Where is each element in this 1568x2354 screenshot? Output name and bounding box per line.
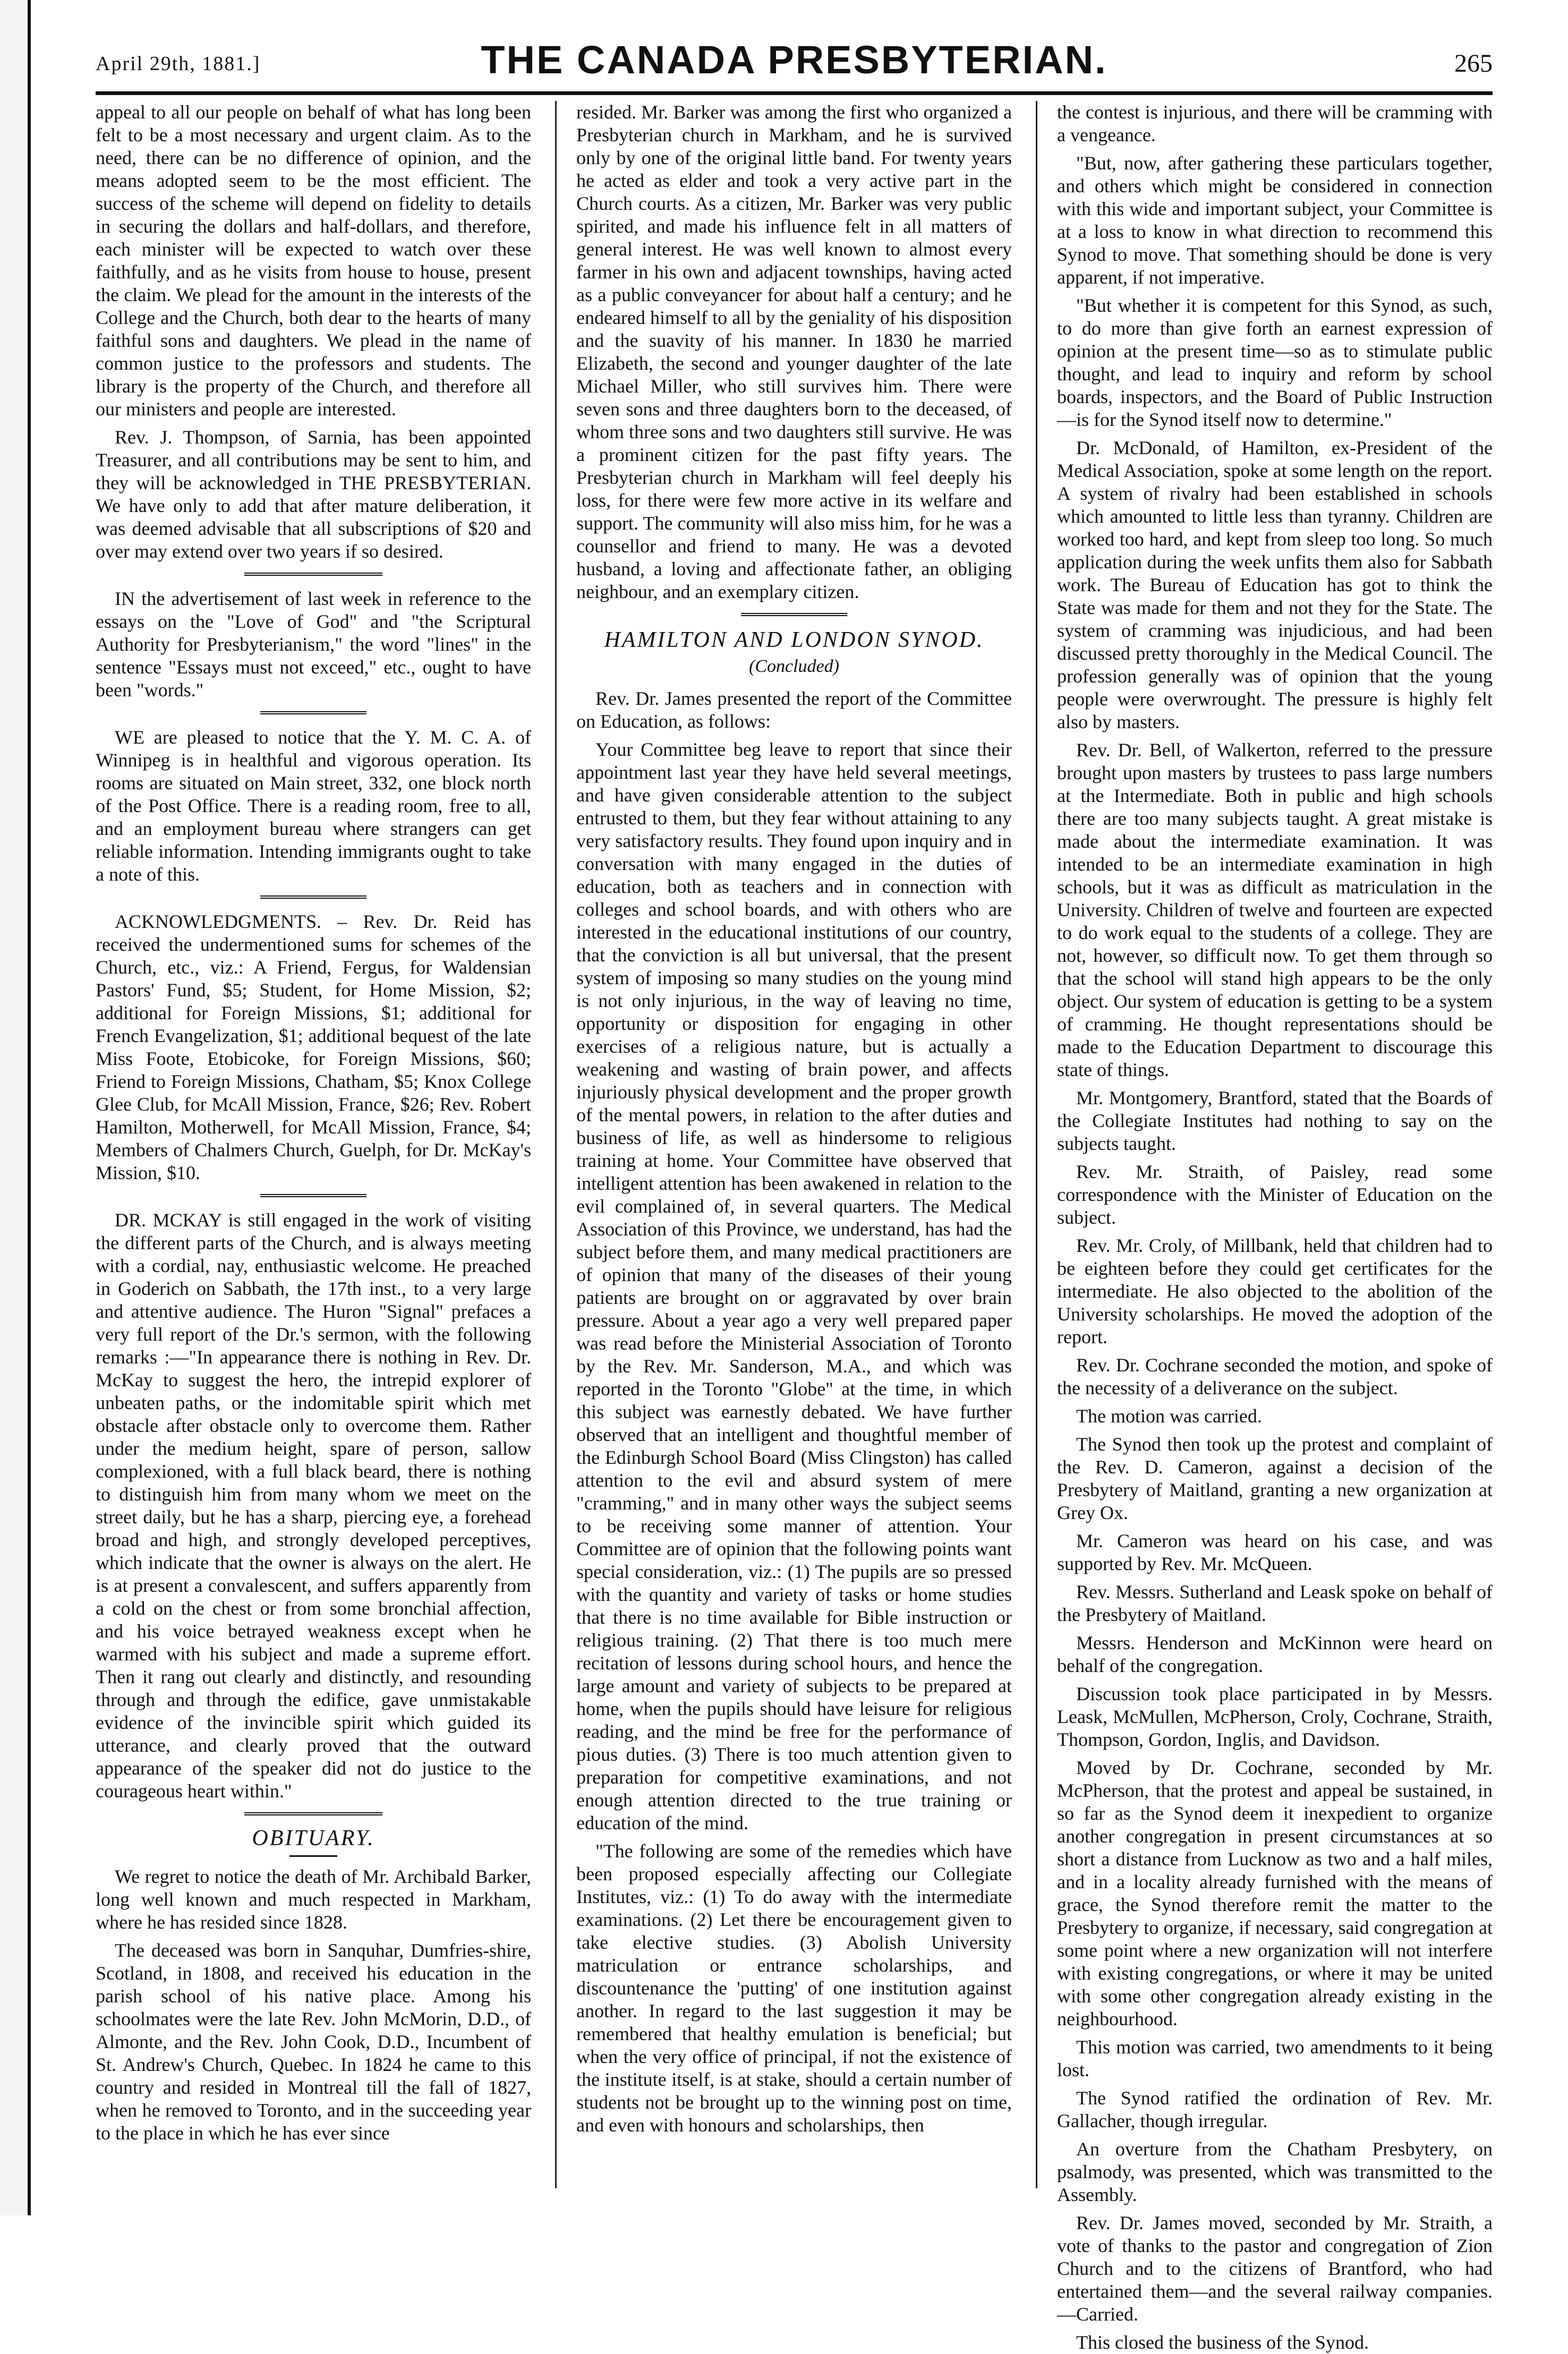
synod-heading: HAMILTON AND LONDON SYNOD. — [604, 628, 984, 652]
paragraph: Mr. Cameron was heard on his case, and was supported by Rev. Mr. McQueen. — [1057, 1530, 1493, 1574]
masthead — [96, 21, 1493, 90]
paragraph: "The following are some of the remedies which have been proposed especially affecting our Collegiate Institutes, viz.: (1) To do away with the intermediate examinations. (2) Let there be encouragement given to take elective studies. (3) Abolish University matriculation or entrance scholarships, and discountenance the 'putting' of one institution against another. In regard to the last suggestion it may be remembered that healthy emulation is beneficial; but when the very office of principal, if not the existence of the institute itself, is at stake, should a certain number of students not be brought up to the winning post on time, and even with honours and scholarships, then — [576, 1840, 1012, 2136]
paragraph: The deceased was born in Sanquhar, Dumfries-shire, Scotland, in 1808, and received his education in the parish school of his native place. Among his schoolmates were the late Rev. John McMorin, D.D., of Almonte, and the Rev. John Cook, D.D., Incumbent of St. Andrew's Church, Quebec. In 1824 he came to this country and resided in Montreal till the fall of 1827, when he removed to Toronto, and in the succeeding year to the place in which he has ever since — [96, 1940, 531, 2144]
paragraph: appeal to all our people on behalf of what has long been felt to be a most necessary and urgent claim. As to the need, there can be no difference of opinion, and the means adopted seem to be the most efficient. The success of the scheme will depend on fidelity to details in securing the dollars and half-dollars, and therefore, each minister will be expected to watch over these faithfully, and as he visits from house to house, present the claim. We plead for the amount in the interests of the College and the Church, both dear to the hearts of many faithful sons and daughters. We plead in the name of common justice to the professors and students. The library is the property of the Church, and therefore all our ministers and people are interested. — [96, 101, 531, 420]
paragraph: Rev. Mr. Croly, of Millbank, held that children had to be eighteen before they could get certificates for the intermediate. He also objected to the abolition of the University scholarships. He moved the adoption of the report. — [1057, 1235, 1493, 1347]
paragraph: We regret to notice the death of Mr. Archibald Barker, long well known and much respected in Markham, where he has resided since 1828. — [96, 1866, 531, 1933]
column-1 — [96, 101, 531, 2188]
paragraph: The Synod ratified the ordination of Rev. Mr. Gallacher, though irregular. — [1057, 2087, 1493, 2131]
paragraph: Discussion took place participated in by Messrs. Leask, McMullen, McPherson, Croly, Cochrane, Straith, Thompson, Gordon, Inglis, and Davidson. — [1057, 1683, 1493, 1750]
heading-rule — [289, 1855, 337, 1857]
paragraph: Rev. Dr. James moved, seconded by Mr. Straith, a vote of thanks to the pastor and congregation of Zion Church and to the citizens of Brantford, who had entertained them—and the several railway companies. —Carried. — [1057, 2212, 1493, 2325]
column-rule — [555, 101, 557, 2188]
paragraph: The motion was carried. — [1076, 1405, 1262, 1427]
paragraph: This motion was carried, two amendments to it being lost. — [1057, 2036, 1493, 2080]
section-divider — [741, 613, 847, 616]
paragraph: Rev. Dr. Cochrane seconded the motion, and spoke of the necessity of a deliverance on the subject. — [1057, 1354, 1493, 1398]
section-divider — [260, 711, 367, 714]
paragraph: "But whether it is competent for this Synod, as such, to do more than give forth an earnest expression of opinion at the present time—so as to stimulate public thought, and lead to inquiry and reform by school boards, inspectors, and the Board of Public Instruction—is for the Synod itself now to determine." — [1057, 295, 1493, 430]
section-divider — [260, 895, 367, 899]
paragraph: Your Committee beg leave to report that since their appointment last year they have held several meetings, and have given considerable attention to the subject entrusted to them, but they fear without attaining to any very satisfactory results. They found upon inquiry and in conversation with many engaged in the duties of education, both as teachers and in connection with colleges and school boards, and with others who are interested in the educational institutions of our country, that the conviction is all but universal, that the present system of imposing so many studies on the young mind is not only injurious, in the way of leaving no time, opportunity or disposition for engaging in other exercises of a religious nature, but is actually a weakening and wasting of brain power, and affects injuriously physical development and the proper growth of the mental powers, in relation to the after duties and business of life, as well as hindersome to religious training at home. Your Committee have observed that intelligent attention has been awakened in relation to the evil complained of, in several quarters. The Medical Association of this Province, we understand, has had the subject before them, and many medical practitioners are of opinion that many of the diseases of their young patients are brought on or aggravated by over brain pressure. About a year ago a very well prepared paper was read before the Ministerial Association of Toronto by the Rev. Mr. Sanderson, M.A., and which was reported in the Toronto "Globe" at the time, in which this subject was earnestly debated. We have further observed that an intelligent and thoughtful member of the Edinburgh School Board (Miss Clingston) has called attention to the evil and absurd system of mere "cramming," and in many other ways the subject seems to be receiving some manner of attention. Your Committee are of opinion that the following points want special consideration, viz.: (1) The pupils are so pressed with the quantity and variety of tasks or home studies that there is no time available for Bible instruction or religious training. (2) That there is too much mere recitation of lessons during school hours, and hence the large amount and variety of subjects to be prepared at home, when the pupils should have leisure for religious reading, and the mind be free for the performance of pious duties. (3) There is too much attention given to preparation for competitive examinations, and not enough attention directed to the true training or education of the mind. — [576, 739, 1012, 1833]
column-3 — [1057, 101, 1493, 2353]
paragraph: Rev. J. Thompson, of Sarnia, has been appointed Treasurer, and all contributions may be sent to him, and they will be acknowledged in THE PRESBYTERIAN. We have only to add that after mature deliberation, it was deemed advisable that all subscriptions of $20 and over may extend over two years if so desired. — [96, 427, 531, 562]
paragraph: Mr. Montgomery, Brantford, stated that the Boards of the Collegiate Institutes had nothing to say on the subjects taught. — [1057, 1087, 1493, 1154]
paragraph: The Synod then took up the protest and complaint of the Rev. D. Cameron, against a decision of the Presbytery of Maitland, granting a new organization at Grey Ox. — [1057, 1434, 1493, 1523]
paragraph: ACKNOWLEDGMENTS. – Rev. Dr. Reid has received the undermentioned sums for schemes of the Church, etc., viz.: A Friend, Fergus, for Waldensian Pastors' Fund, $5; Student, for Home Mission, $2; additional for Foreign Missions, $1; additional for French Evangelization, $1; additional bequest of the late Miss Foote, Etobicoke, for Foreign Missions, $60; Friend to Foreign Missions, Chatham, $5; Knox College Glee Club, for McAll Mission, France, $26; Rev. Robert Hamilton, Motherwell, for McAll Mission, France, $4; Members of Chalmers Church, Guelph, for Dr. McKay's Mission, $10. — [96, 911, 531, 1183]
paragraph: Moved by Dr. Cochrane, seconded by Mr. McPherson, that the protest and appeal be sustained, in so far as the Synod deem it inexpedient to organize another congregation in present circumstances at so short a distance from Lucknow as two and a half miles, and in a locality already furnished with the means of grace, the Synod therefore remit the matter to the Presbytery to organize, if necessary, said congregation at some point where a new organization will not interfere with existing congregations, or where it may be united with some other congregation already existing in the neighbourhood. — [1057, 1757, 1493, 2029]
section-divider — [260, 1194, 367, 1197]
paragraph: resided. Mr. Barker was among the first who organized a Presbyterian church in Markham, and he is survived only by one of the original little band. For twenty years he acted as elder and took a very active part in the Church courts. As a citizen, Mr. Barker was very public spirited, and made his influence felt in all matters of general interest. He was well known to almost every farmer in his own and adjacent townships, having acted as a public conveyancer for about half a century; and he endeared himself to all by the geniality of his disposition and the suavity of his manner. In 1830 he married Elizabeth, the second and younger daughter of the late Michael Miller, who still survives him. There were seven sons and three daughters born to the deceased, of whom three sons and two daughters still survive. He was a prominent citizen for the past fifty years. The Presbyterian church in Markham will feel deeply his loss, for there were few more active in its welfare and support. The community will also miss him, for he was a counsellor and friend to many. He was a devoted husband, a loving and affectionate father, an obliging neighbour, and an exemplary citizen. — [576, 101, 1012, 602]
obituary-heading: OBITUARY. — [252, 1826, 375, 1850]
newspaper-title: THE CANADA PRESBYTERIAN. — [481, 38, 1107, 82]
paragraph: Rev. Mr. Straith, of Paisley, read some correspondence with the Minister of Education on the subject. — [1057, 1161, 1493, 1228]
paragraph: Dr. McDonald, of Hamilton, ex-President of the Medical Association, spoke at some length on the report. A system of rivalry had been established in schools which amounted to little less than tyranny. Children are worked too hard, and kept from sleep too long. So much application during the week unfits them also for Sabbath work. The Bureau of Education has got to think the State was made for them and not they for the State. The system of cramming was injudicious, and had been discussed pretty thoroughly in the Medical Council. The profession generally was of opinion that the young people were overwrought. The pressure is highly felt also by masters. — [1057, 437, 1493, 732]
paragraph: Rev. Dr. James presented the report of the Committee on Education, as follows: — [576, 688, 1012, 732]
column-2 — [576, 101, 1012, 2188]
synod-subheading: (Concluded) — [749, 656, 839, 676]
paragraph: "But, now, after gathering these particulars together, and others which might be considered in connection with this wide and important subject, your Committee is at a loss to know in what direction to recommend this Synod to move. That something should be done is very apparent, if not imperative. — [1057, 152, 1493, 288]
paragraph: Rev. Dr. Bell, of Walkerton, referred to the pressure brought upon masters by trustees to pass large numbers at the Intermediate. Both in public and high schools there are too many subjects taught. A great mistake is made about the intermediate examination. It was intended to be an intermediate examination in high schools, but it was as difficult as matriculation in the University. Children of twelve and fourteen are expected to do work equal to the students of a college. They are not, however, so difficult now. To get them through so that the school will stand high appears to be the only object. Our system of education is getting to be a system of cramming. He thought representations should be made to the Education Department to discourage this state of things. — [1057, 739, 1493, 1080]
section-divider — [244, 1812, 382, 1815]
paragraph: Rev. Messrs. Sutherland and Leask spoke on behalf of the Presbytery of Maitland. — [1057, 1581, 1493, 1625]
paragraph: IN the advertisement of last week in reference to the essays on the "Love of God" and "the Scriptural Authority for Presbyterianism," the word "lines" in the sentence "Essays must not exceed," etc., ought to have been "words." — [96, 588, 531, 701]
page-number: 265 — [1454, 49, 1493, 78]
paragraph: An overture from the Chatham Presbytery, on psalmody, was presented, which was transmitted to the Assembly. — [1057, 2138, 1493, 2205]
paragraph: WE are pleased to notice that the Y. M. C. A. of Winnipeg is in healthful and vigorous operation. Its rooms are situated on Main street, 332, one block north of the Post Office. There is a reading room, free to all, and an employment bureau where strangers can get reliable information. Intending immigrants ought to take a note of this. — [96, 727, 531, 885]
header-rule — [96, 91, 1493, 95]
binding-gutter — [0, 0, 31, 2215]
paragraph: the contest is injurious, and there will be cramming with a vengeance. — [1057, 101, 1493, 146]
paragraph: Messrs. Henderson and McKinnon were heard on behalf of the congregation. — [1057, 1632, 1493, 1676]
issue-date: April 29th, 1881.] — [96, 53, 261, 75]
section-divider — [244, 573, 382, 576]
paragraph: DR. MCKAY is still engaged in the work of visiting the different parts of the Church, and is always meeting with a cordial, nay, enthusiastic welcome. He preached in Goderich on Sabbath, the 17th inst., to a very large and attentive audience. The Huron "Signal" prefaces a very full report of the Dr.'s sermon, with the following remarks :—"In appearance there is nothing in Rev. Dr. McKay to suggest the hero, the intrepid explorer of unbeaten paths, or the indomitable spirit which met obstacle after obstacle only to overcome them. Rather under the medium height, spare of person, sallow complexioned, with a full black beard, there is nothing to distinguish him from many whom we meet on the street daily, but he has a sharp, piercing eye, a forehead broad and high, and strongly developed perceptives, which indicate that the owner is always on the alert. He is at present a convalescent, and suffers apparently from a cold on the chest or from some bronchial affection, and his voice betrayed weakness except when he warmed with his subject and made a supreme effort. Then it rang out clearly and distinctly, and resounding through and through the edifice, gave unmistakable evidence of the invincible spirit which guided its utterance, and clearly proved that the outward appearance of the speaker did not do justice to the courageous heart within." — [96, 1209, 531, 1802]
column-rule — [1036, 101, 1037, 2188]
paragraph: This closed the business of the Synod. — [1076, 2332, 1369, 2353]
